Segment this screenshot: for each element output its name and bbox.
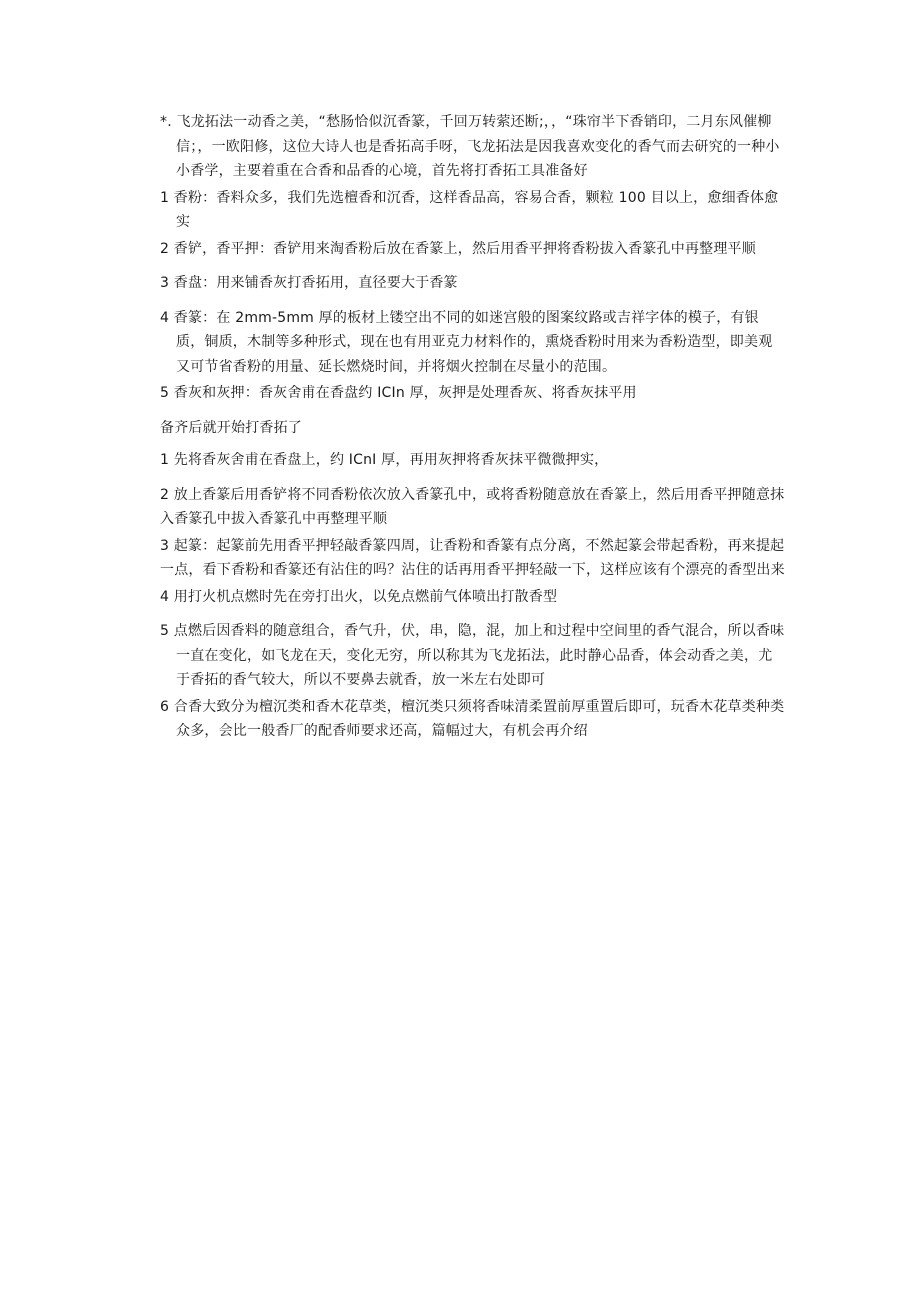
step-item-1: 1 先将香灰舍甫在香盘上，约 ICnI 厚，再用灰押将香灰抹平微微押实， — [160, 452, 609, 468]
step-item-2: 2 放上香篆后用香铲将不同香粉依次放入香篆孔中，或将香粉随意放在香篆上，然后用香平押随意抹入香篆孔中拔入香篆孔中再整理平顺 — [160, 486, 785, 527]
document-body — [160, 110, 785, 744]
section-heading-start: 备齐后就开始打香拓了 — [160, 419, 302, 436]
tool-item-incense-plate: 3 香盘：用来铺香灰打香拓用，直径要大于香篆 — [160, 275, 458, 291]
tool-item-incense-powder: 1 香粉：香料众多，我们先选檀香和沉香，这样香品高，容易合香，颗粒 100 目以上，愈细香体愈实 — [160, 189, 779, 230]
tool-item-incense-shovel: 2 香铲，香平押：香铲用来淘香粉后放在香篆上，然后用香平押将香粉拔入香篆孔中再整理平顺 — [160, 240, 756, 257]
tool-item-incense-seal: 4 香篆：在 2mm-5mm 厚的板材上镂空出不同的如迷宫般的图案纹路或吉祥字体的模子，有银质，铜质，木制等多种形式，现在也有用亚克力材料作的，熏烧香粉时用来为香粉造型，即美观又可节省香粉的用量、延长燃烧时间，并将烟火控制在尽量小的范围。 — [160, 309, 773, 375]
tool-item-ash-presser: 5 香灰和灰押：香灰舍甫在香盘约 ICIn 厚，灰押是处理香灰、将香灰抹平用 — [160, 385, 637, 401]
step-item-6: 6 合香大致分为檀沉类和香木花草类，檀沉类只须将香味清柔置前厚重置后即可，玩香木花草类种类众多，会比一般香厂的配香师要求还高，篇幅过大，有机会再介绍 — [160, 698, 785, 739]
step-item-4: 4 用打火机点燃时先在旁打出火，以免点燃前气体喷出打散香型 — [160, 588, 558, 605]
step-item-3: 3 起篆：起篆前先用香平押轻敲香篆四周，让香粉和香篆有点分离，不然起篆会带起香粉，再来提起一点，看下香粉和香篆还有沾住的吗？沾住的话再用香平押轻敲一下，这样应该有个漂亮的香型出来 — [160, 537, 785, 578]
step-item-5: 5 点燃后因香料的随意组合，香气升，伏，串，隐，混，加上和过程中空间里的香气混合，所以香味一直在变化，如飞龙在天，变化无穷，所以称其为飞龙拓法，此时静心品香，体会动香之美，尤于香拓的香气较大，所以不要鼻去就香，放一米左右处即可 — [160, 623, 785, 688]
intro-paragraph: *. 飞龙拓法一动香之美，“愁肠恰似沉香篆，千回万转萦还断;，，“珠帘半下香销印，二月东风催柳信；，一欧阳修，这位大诗人也是香拓高手呀，飞龙拓法是因我喜欢变化的香气而去研究的一种小小香学，主要着重在合香和品香的心境，首先将打香拓工具准备好 — [160, 114, 780, 179]
